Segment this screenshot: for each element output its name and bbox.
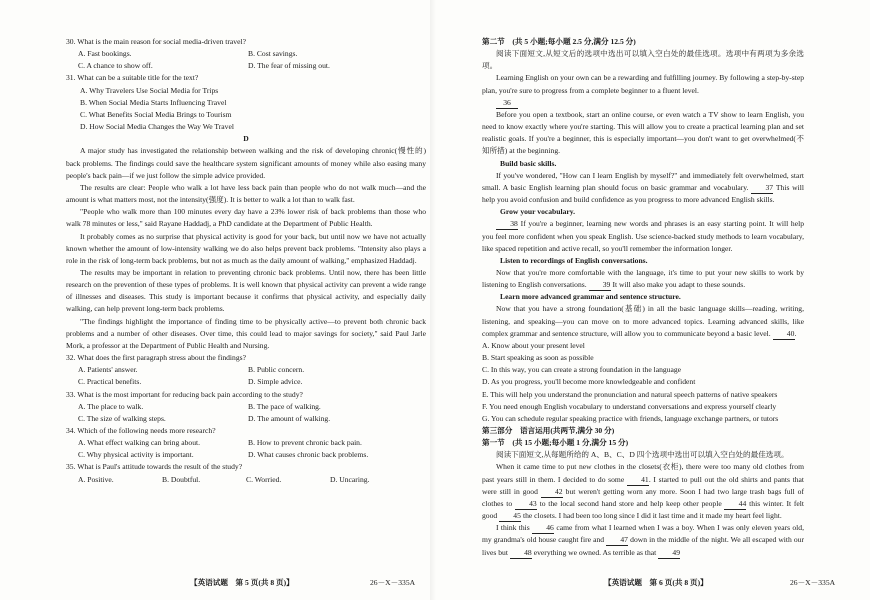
passage-p3	[482, 170, 804, 206]
option-34b: B. How to prevent chronic back pain.	[248, 438, 362, 448]
question-33-options-cd	[66, 413, 426, 425]
blank-40: 40	[773, 329, 795, 340]
section-2-heading: 第二节 (共 5 小题;每小题 2.5 分,满分 12.5 分)	[482, 37, 636, 46]
page-5-code: 26－X－335A	[370, 578, 416, 587]
cloze-text-9: down in the middle of the night. We all escaped with our lives but	[482, 535, 804, 557]
page-5-footer: 【英语试题 第 5 页(共 8 页)】	[190, 578, 294, 587]
question-34-options-ab	[66, 437, 426, 449]
question-31-stem: 31. What can be a suitable title for the text?	[66, 73, 199, 83]
question-30-options-cd	[66, 60, 426, 72]
part-3-instructions: 阅读下面短文,从每题所给的 A、B、C、D 四个选项中选出可以填入空白处的最佳选项。	[496, 450, 789, 460]
part-3-section-1-heading: 第一节 (共 15 小题;每小题 1 分,满分 15 分)	[482, 438, 629, 448]
choice-d: D. As you progress, you'll become more knowledgeable and confident	[482, 377, 696, 387]
choice-b: B. Start speaking as soon as possible	[482, 353, 594, 363]
passage-p6-text: Now that you have a strong foundation(基础) in all the basic language skills—reading, writing, listening, and speaking—you can move on to more advanced topics. Learning advanced skills, like complex grammar and sentence structure, will allow you to communicate beyond a basic level.	[482, 304, 804, 338]
cloze-text-3: but weren't getting worn any more. Soon I had two large trash bags full of clothes to	[482, 486, 805, 508]
blank-37: 37	[751, 183, 773, 194]
question-30-stem: 30. What is the main reason for social media-driven travel?	[66, 37, 246, 46]
choice-c: C. In this way, you can create a strong foundation in the language	[482, 365, 681, 375]
subheading-build-basic-skills: Build basic skills.	[500, 158, 557, 168]
question-32-options-ab	[66, 364, 426, 376]
subheading-grow-vocabulary: Grow your vocabulary.	[500, 207, 576, 217]
option-31c: C. What Benefits Social Media Brings to Tourism	[80, 109, 232, 119]
passage-d-p5: The results may be important in relation to preventing chronic back problems. Until now, there has been little research on the prevention of these types of problems. It is well known that physical activity can prevent a wide range of illnesses and diseases. This study is important because it confirms that physical activity, and especially daily walking, can help prevent long-term back problems.	[66, 267, 426, 314]
subheading-advanced-grammar: Learn more advanced grammar and sentence structure.	[500, 292, 681, 302]
passage-d-p2: The results are clear: People who walk a lot have less back pain than people who do not walk much—and the amount is what matters most, not the intensity(强度). It is better to walk a lot than to walk fast.	[66, 182, 426, 205]
passage-p4	[482, 218, 804, 254]
blank-44: 44	[724, 499, 746, 510]
blank-38: 38	[496, 219, 518, 230]
option-35c: C. Worried.	[246, 474, 282, 484]
question-32-options-cd	[66, 376, 426, 388]
choice-a: A. Know about your present level	[482, 340, 585, 350]
option-31b: B. When Social Media Starts Influencing Travel	[80, 97, 227, 107]
fold-shadow	[430, 0, 436, 600]
passage-p5-text: Now that you're more comfortable with the language, it's time to put your new skills to work by listening to English conversations.	[482, 267, 804, 290]
cloze-text-7: I think this	[496, 523, 530, 533]
page-6	[482, 36, 804, 559]
option-32d: D. Simple advice.	[248, 377, 303, 387]
option-33a: A. The place to walk.	[78, 401, 144, 411]
option-30a: A. Fast bookings.	[78, 49, 132, 59]
page-5	[66, 36, 426, 486]
blank-41: 41	[627, 475, 649, 486]
question-32-stem: 32. What does the first paragraph stress about the findings?	[66, 353, 246, 363]
passage-d-p6: "The findings highlight the importance of finding time to be physically active—to prevent both chronic back problems and a number of other diseases. Over time, this could lead to major savings for society," said Paul Jarle Mork, a professor at the Department of Public Health and Nursing.	[66, 316, 426, 350]
part-3-heading: 第三部分 语言运用(共两节,满分 30 分)	[482, 426, 615, 435]
blank-46: 46	[532, 523, 554, 534]
choice-f: F. You need enough English vocabulary to understand conversations and express yourself clearly	[482, 401, 777, 411]
passage-p3-text: If you've wondered, "How can I learn English by myself?" and immediately felt overwhelmed, start small. A basic English learning plan should focus on basic grammar and vocabulary.	[482, 170, 804, 192]
blank-49: 49	[658, 548, 680, 559]
option-32a: A. Patients' answer.	[78, 365, 138, 375]
passage-d-p3: "People who walk more than 100 minutes every day have a 23% lower risk of back problems than those who walk 78 minutes or less," said Rayane Haddadj, a PhD candidate at the Department of Public Health.	[66, 207, 426, 229]
page-6-footer: 【英语试题 第 6 页(共 8 页)】	[604, 578, 708, 587]
option-33c: C. The size of walking steps.	[78, 413, 166, 423]
option-31d: D. How Social Media Changes the Way We Travel	[80, 122, 234, 132]
passage-p6: Now that you have a strong foundation(基础) in all the basic language skills—reading, writing, listening, and speaking—you can move on to more advanced topics. Learning advanced skills, like complex grammar and sentence structure, will allow you to communicate beyond a basic level. 40.	[482, 304, 804, 338]
question-33-stem: 33. What is the most important for reducing back pain according to the study?	[66, 389, 303, 399]
cloze-text-1: When it came time to put new clothes in the closets(衣柜), there were too many old clothes from past years still in them. I decided to do some	[482, 462, 804, 484]
option-31a: A. Why Travelers Use Social Media for Trips	[80, 85, 219, 95]
question-34-stem: 34. Which of the following needs more research?	[66, 426, 216, 435]
passage-p5-rest: It will also make you adapt to these sounds.	[612, 280, 746, 290]
option-35b: B. Doubtful.	[162, 474, 201, 484]
passage-intro: Learning English on your own can be a rewarding and fulfilling journey. By following a step-by-step plan, you're sure to progress from a complete beginner to a fluent level.	[482, 73, 804, 95]
option-34a: A. What effect walking can bring about.	[78, 438, 201, 448]
blank-48: 48	[510, 548, 532, 559]
question-30-options-ab	[66, 48, 426, 60]
option-34d: D. What causes chronic back problems.	[248, 450, 369, 460]
section-d-heading: D	[243, 134, 249, 144]
option-32b: B. Public concern.	[248, 365, 305, 375]
option-35a: A. Positive.	[78, 474, 114, 484]
question-34-options-cd	[66, 449, 426, 461]
passage-d-p4: It probably comes as no surprise that physical activity is good for your back, but until now we have not actually known whether the amount of low-intensity walking we do also helps prevent back problems. "Intensity also plays a role in the risk of long-term back problems, but not as much as the daily amount of walking," emphasized Haddadj.	[66, 231, 426, 265]
blank-39: 39	[589, 280, 611, 291]
cloze-text-4: to the local second hand store and help keep other people	[539, 498, 722, 508]
passage-p3-rest: This will help you avoid confusion and build confidence as you progress to more advanced English skills.	[482, 182, 804, 205]
blank-43: 43	[515, 499, 537, 510]
blank-42: 42	[541, 487, 563, 498]
option-34c: C. Why physical activity is important.	[78, 450, 194, 460]
option-32c: C. Practical benefits.	[78, 377, 142, 387]
blank-36: 36	[496, 98, 518, 109]
cloze-p2	[482, 522, 804, 558]
subheading-listen-recordings: Listen to recordings of English conversations.	[500, 255, 648, 265]
blank-47: 47	[606, 535, 628, 546]
passage-d-p1: A major study has investigated the relationship between walking and the risk of developing chronic(慢性的) back problems. The findings could save the healthcare system significant amounts of money while also easing many people's back pain—if we just follow the simple advice provided.	[66, 146, 426, 180]
blank-36-line	[482, 97, 804, 109]
option-30c: C. A chance to show off.	[78, 61, 153, 71]
option-35d: D. Uncaring.	[330, 474, 370, 484]
option-33d: D. The amount of walking.	[248, 413, 331, 423]
cloze-text-8: came from what I learned when I was a boy. When I was only eleven years old, my grandma's old house caught fire and	[482, 523, 804, 545]
choice-e: E. This will help you understand the pronunciation and natural speech patterns of native speakers	[482, 389, 778, 399]
question-35-options	[66, 474, 426, 486]
passage-p2: Before you open a textbook, start an online course, or even watch a TV show to learn English, you need to know exactly where you're starting. This will allow you to create a practical learning plan and set realistic goals. If you're a beginner, this is especially important—you don't want to get overwhelmed(不知所措) at the beginning.	[482, 109, 804, 156]
cloze-text-10: everything we owned. As terrible as that	[533, 547, 657, 557]
passage-p5	[482, 267, 804, 291]
page-6-code: 26－X－335A	[790, 578, 836, 587]
section-2-instructions: 阅读下面短文,从短文后的选项中选出可以填入空白处的最佳选项。选项中有两项为多余选项。	[482, 49, 804, 71]
option-33b: B. The pace of walking.	[248, 401, 321, 411]
question-35-stem: 35. What is Paul's attitude towards the result of the study?	[66, 462, 243, 472]
option-30d: D. The fear of missing out.	[248, 61, 330, 71]
cloze-text-2: . I started to pull out the old shirts and pants that were still in good	[482, 474, 804, 496]
cloze-p1	[482, 461, 804, 522]
cloze-text-5: this winter. It felt good	[482, 498, 804, 521]
cloze-text-6: the closets. I had been too long since I did it last time and it made my heart feel light.	[523, 511, 782, 521]
option-30b: B. Cost savings.	[248, 49, 298, 59]
blank-45: 45	[499, 511, 521, 522]
question-33-options-ab	[66, 401, 426, 413]
choice-g: G. You can schedule regular speaking practice with friends, language exchange partners, or tutors	[482, 413, 779, 423]
passage-p4-text: If you're a beginner, learning new words and phrases is an easy starting point. It will help you feel more confident when you speak English. Use science-backed study methods to learn vocabulary, like spaced repetition and active recall, so you'll remember the information longer.	[482, 219, 804, 253]
